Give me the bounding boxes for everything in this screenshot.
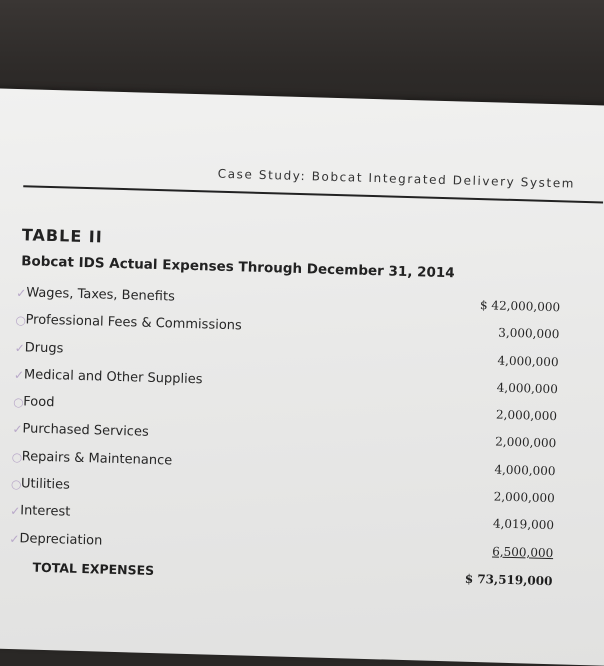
expense-amount: 4,000,000 — [496, 380, 559, 397]
expense-amount: 4,019,000 — [492, 516, 555, 533]
expense-amount: 2,000,000 — [493, 489, 555, 506]
expense-table — [13, 285, 560, 573]
running-header: Case Study: Bobcat Integrated Delivery System — [217, 166, 576, 191]
table-title: Bobcat IDS Actual Expenses Through December 31, 2014 — [20, 253, 455, 282]
expense-label: Food — [23, 394, 55, 411]
expense-amount: 4,000,000 — [497, 353, 559, 369]
expense-label: Purchased Services — [22, 421, 149, 441]
expense-label: Utilities — [20, 476, 71, 493]
total-label: TOTAL EXPENSES — [32, 559, 155, 579]
expense-label: Interest — [19, 503, 71, 521]
expense-amount: 4,000,000 — [494, 462, 556, 478]
expense-label: Depreciation — [19, 530, 103, 549]
expense-amount: 2,000,000 — [495, 435, 557, 451]
expense-amount: 3,000,000 — [498, 325, 560, 342]
expense-label: Drugs — [24, 339, 64, 357]
expense-label: Wages, Taxes, Benefits — [26, 285, 176, 305]
expense-amount: $ 42,000,000 — [479, 298, 561, 315]
expense-label: Professional Fees & Commissions — [25, 312, 242, 334]
book-page — [0, 88, 604, 666]
expense-amount: 6,500,000 — [491, 544, 554, 560]
table-label: TABLE II — [21, 225, 104, 247]
expense-label: Repairs & Maintenance — [21, 449, 173, 469]
expense-label: Medical and Other Supplies — [23, 367, 203, 388]
expense-amount: 2,000,000 — [495, 407, 558, 424]
total-amount: $ 73,519,000 — [464, 571, 553, 589]
